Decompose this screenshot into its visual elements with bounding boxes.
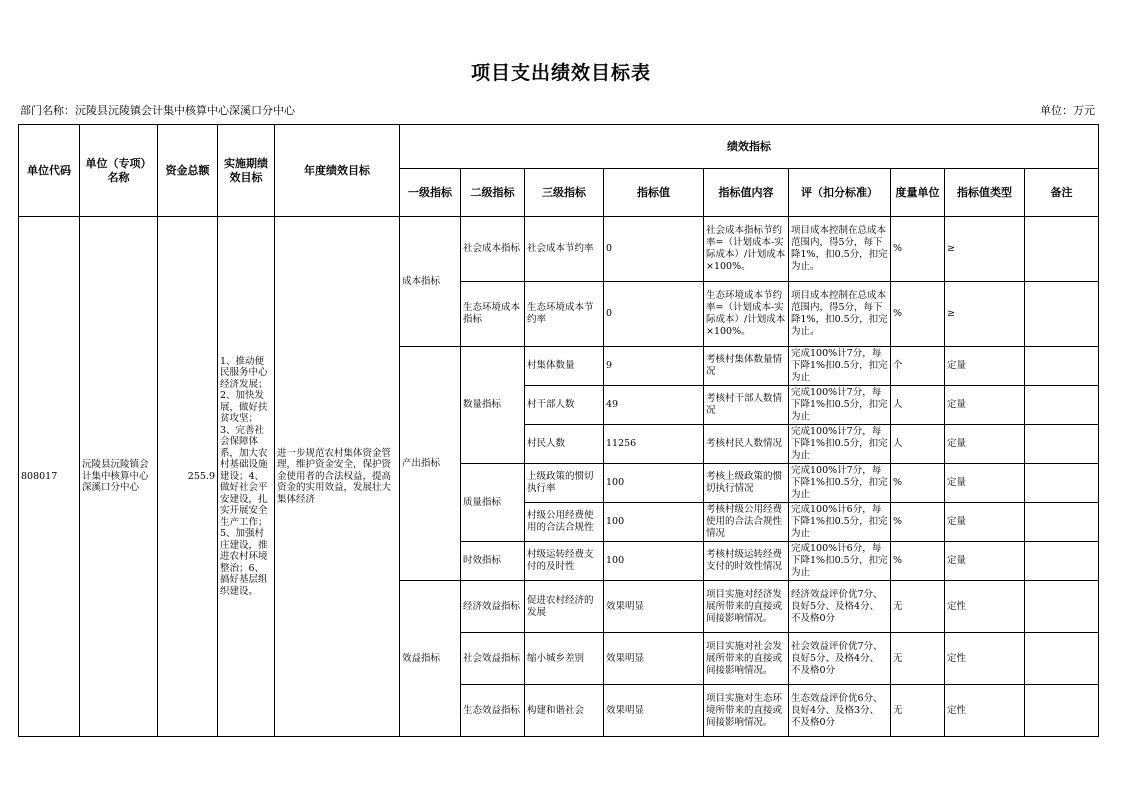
type-cell: 定量 <box>945 425 1025 464</box>
header-type: 指标值类型 <box>945 169 1025 217</box>
level3-cell: 村干部人数 <box>525 386 604 425</box>
remark-cell <box>1025 386 1099 425</box>
value-cell: 效果明显 <box>604 633 704 685</box>
score-cell: 经济效益评价优7分、良好5分、及格4分、不及格0分 <box>789 581 891 633</box>
header-score: 评（扣分标准） <box>789 169 891 217</box>
header-period-goal: 实施期绩效目标 <box>218 125 275 217</box>
remark-cell <box>1025 633 1099 685</box>
unit-label: 单位：万元 <box>1040 104 1095 117</box>
score-cell: 项目成本控制在总成本范围内，得5分，每下降1%，扣0.5分，扣完为止。 <box>789 282 891 347</box>
level2-cell: 经济效益指标 <box>461 581 525 633</box>
header-lvl2: 二级指标 <box>461 169 525 217</box>
value-cell: 100 <box>604 503 704 542</box>
content-cell: 社会成本指标节约率=（计划成本-实际成本）/计划成本×100%。 <box>704 217 789 282</box>
content-cell: 考核村级运转经费支付的时效性情况 <box>704 542 789 581</box>
level1-benefit: 效益指标 <box>400 581 461 737</box>
content-cell: 项目实施对生态环境所带来的直接或间接影响情况。 <box>704 685 789 737</box>
score-cell <box>789 347 891 386</box>
score-text: 完成100%计7分，每下降1%扣0.5分，扣完为止 <box>791 426 888 461</box>
score-cell <box>789 386 891 425</box>
level2-cell: 时效指标 <box>461 542 525 581</box>
score-text: 完成100%计6分，每下降1%扣0.5分，扣完为止 <box>791 543 888 578</box>
type-cell: ≥ <box>945 282 1025 347</box>
header-lvl3: 三级指标 <box>525 169 604 217</box>
value-cell: 100 <box>604 542 704 581</box>
remark-cell <box>1025 542 1099 581</box>
level2-cell: 生态效益指标 <box>461 685 525 737</box>
value-cell: 9 <box>604 347 704 386</box>
type-cell: 定量 <box>945 503 1025 542</box>
header-lvl1: 一级指标 <box>400 169 461 217</box>
funds-cell: 255.9 <box>158 217 218 737</box>
measure-cell: % <box>891 464 945 503</box>
remark-cell <box>1025 217 1099 282</box>
remark-cell <box>1025 282 1099 347</box>
measure-cell: % <box>891 217 945 282</box>
level3-cell: 村级公用经费使用的合法合规性 <box>525 503 604 542</box>
content-cell: 考核村集体数量情况 <box>704 347 789 386</box>
content-cell: 项目实施对经济发展所带来的直接或间接影响情况。 <box>704 581 789 633</box>
measure-cell: 无 <box>891 581 945 633</box>
score-text: 完成100%计7分，每下降1%扣0.5分，扣完为止 <box>791 348 888 383</box>
measure-cell: % <box>891 542 945 581</box>
header-name: 单位（专项）名称 <box>80 125 158 217</box>
type-cell: 定性 <box>945 633 1025 685</box>
value-cell: 49 <box>604 386 704 425</box>
type-cell: 定量 <box>945 386 1025 425</box>
measure-cell: 个 <box>891 347 945 386</box>
score-cell <box>789 464 891 503</box>
level2-cell: 质量指标 <box>461 464 525 542</box>
content-cell: 考核村级公用经费使用的合法合规性情况 <box>704 503 789 542</box>
type-cell: 定性 <box>945 685 1025 737</box>
level3-cell: 上级政策的惯切执行率 <box>525 464 604 503</box>
remark-cell <box>1025 347 1099 386</box>
measure-cell: 人 <box>891 386 945 425</box>
type-cell: ≥ <box>945 217 1025 282</box>
measure-cell: % <box>891 282 945 347</box>
header-funds: 资金总额 <box>158 125 218 217</box>
value-cell: 100 <box>604 464 704 503</box>
level3-cell: 村民人数 <box>525 425 604 464</box>
measure-cell: 人 <box>891 425 945 464</box>
department-name: 部门名称：沅陵县沅陵镇会计集中核算中心深溪口分中心 <box>20 104 295 117</box>
remark-cell <box>1025 464 1099 503</box>
level1-cost: 成本指标 <box>400 217 461 347</box>
type-cell: 定性 <box>945 581 1025 633</box>
period-goal-cell: 1、推动便民服务中心经济发展；2、加快发展，做好扶贫攻坚；3、完善社会保障体系，加大农村基础设施建设；4、做好社会平安建设，扎实开展安全生产工作；5、加强村庄建设，推进农村环境整治；6、搞好基层组织建设。 <box>218 217 275 737</box>
level2-cell: 社会效益指标 <box>461 633 525 685</box>
score-cell: 项目成本控制在总成本范围内，得5分，每下降1%，扣0.5分，扣完为止。 <box>789 217 891 282</box>
score-cell: 社会效益评价优7分、良好5分、及格4分、不及格0分 <box>789 633 891 685</box>
score-text: 完成100%计6分，每下降1%扣0.5分，扣完为止 <box>791 504 888 539</box>
remark-cell <box>1025 425 1099 464</box>
remark-cell <box>1025 503 1099 542</box>
level3-cell: 缩小城乡差别 <box>525 633 604 685</box>
page-title: 项目支出绩效目标表 <box>470 62 651 84</box>
header-content: 指标值内容 <box>704 169 789 217</box>
type-cell: 定量 <box>945 347 1025 386</box>
value-cell: 11256 <box>604 425 704 464</box>
value-cell: 效果明显 <box>604 581 704 633</box>
performance-table <box>18 124 1099 737</box>
table-row <box>19 217 1099 282</box>
content-cell: 生态环境成本节约率=（计划成本-实际成本）/计划成本×100%。 <box>704 282 789 347</box>
value-cell: 0 <box>604 282 704 347</box>
type-cell: 定量 <box>945 542 1025 581</box>
level3-cell: 促进农村经济的发展 <box>525 581 604 633</box>
score-cell <box>789 503 891 542</box>
type-cell: 定量 <box>945 464 1025 503</box>
measure-cell: % <box>891 503 945 542</box>
measure-cell: 无 <box>891 685 945 737</box>
header-measure: 度量单位 <box>891 169 945 217</box>
content-cell: 考核上级政策的惯切执行情况 <box>704 464 789 503</box>
remark-cell <box>1025 685 1099 737</box>
header-value: 指标值 <box>604 169 704 217</box>
content-cell: 考核村民人数情况 <box>704 425 789 464</box>
annual-goal-cell: 进一步规范农村集体资金管理，维护资金安全，保护资金使用者的合法权益，提高资金的实用效益，发展壮大集体经济 <box>275 217 400 737</box>
value-cell: 效果明显 <box>604 685 704 737</box>
unit-code-cell: 808017 <box>19 217 80 737</box>
level2-cell: 社会成本指标 <box>461 217 525 282</box>
header-remark: 备注 <box>1025 169 1099 217</box>
level3-cell: 生态环境成本节约率 <box>525 282 604 347</box>
measure-cell: 无 <box>891 633 945 685</box>
header-annual-goal: 年度绩效目标 <box>275 125 400 217</box>
header-perf: 绩效指标 <box>400 125 1099 169</box>
value-cell: 0 <box>604 217 704 282</box>
score-cell: 生态效益评价优6分、良好4分、及格3分、不及格0分 <box>789 685 891 737</box>
level3-cell: 村级运转经费支付的及时性 <box>525 542 604 581</box>
level3-cell: 构建和谐社会 <box>525 685 604 737</box>
score-cell <box>789 542 891 581</box>
level3-cell: 社会成本节约率 <box>525 217 604 282</box>
level1-output: 产出指标 <box>400 347 461 581</box>
header-code: 单位代码 <box>19 125 80 217</box>
content-cell: 考核村干部人数情况 <box>704 386 789 425</box>
remark-cell <box>1025 581 1099 633</box>
content-cell: 项目实施对社会发展所带来的直接或间接影响情况。 <box>704 633 789 685</box>
score-text: 完成100%计7分，每下降1%扣0.5分，扣完为止 <box>791 465 888 500</box>
level3-cell: 村集体数量 <box>525 347 604 386</box>
level2-cell: 生态环境成本指标 <box>461 282 525 347</box>
score-cell <box>789 425 891 464</box>
score-text: 完成100%计7分，每下降1%扣0.5分，扣完为止 <box>791 387 888 422</box>
level2-cell: 数量指标 <box>461 347 525 464</box>
unit-name-cell: 沅陵县沅陵镇会计集中核算中心深溪口分中心 <box>80 217 158 737</box>
